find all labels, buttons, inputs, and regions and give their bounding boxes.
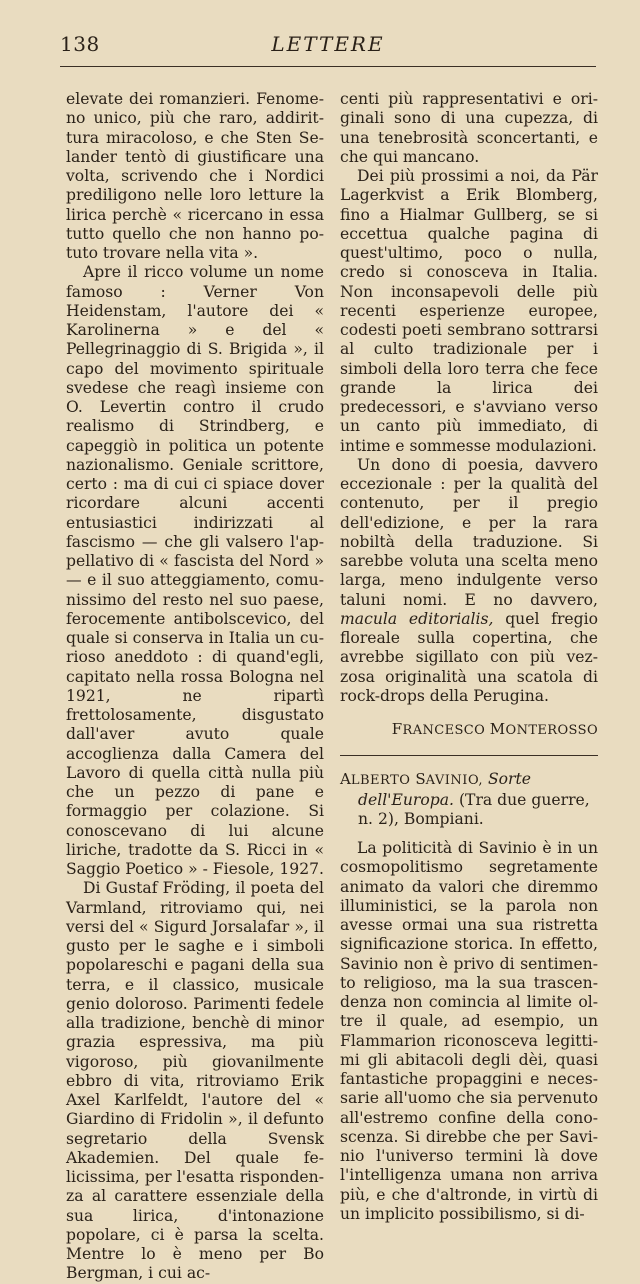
right-column <box>340 90 598 1224</box>
left-paragraph-3: Di Gustaf Fröding, il poeta del Varmland, ritroviamo qui, nei versi del « Sigurd Jorsalafar », il gusto per le saghe e i simboli popolareschi e pagani della sua terra, e il classico, musicale genio doloroso. Parimenti fedele alla tradizione, benchè di minor grazia espressiva, ma più vigoroso, più giovanilmente ebbro di vita, ritroviamo Erik Axel Karlfeldt, l'autore del « Giardino di Fridolin », il defunto segretario della Svensk Akademien. Del quale felicissima, per l'esatta rispondenza al carattere essenziale della sua lirica, d'intonazione popolare, ci è parsa la scelta. Mentre lo è meno per Bo Bergman, i cui ac- <box>66 879 324 1283</box>
author-first-rest: LBERTO <box>350 773 411 789</box>
italic-phrase: macula editorialis, <box>340 609 494 628</box>
header-rule <box>60 66 596 67</box>
paragraph-3-text-b: quel fregio floreale sulla copertina, che avrebbe sigillato con più vezzosa originalità una scatola di rock-drops della Perugina. <box>340 609 598 705</box>
author-last-rest: AVINIO, <box>425 773 483 789</box>
book-details: (Tra due guerre, n. 2), Bompiani. <box>358 790 590 828</box>
signature-initial-last: M <box>489 720 506 738</box>
review-signature <box>340 720 598 740</box>
left-paragraph-2: Apre il ricco volume un nome famoso : Verner Von Heidenstam, l'autore dei « Karolinerna » e del « Pellegrinaggio di S. Brigida », il capo del movimento spirituale svedese che reagì insieme con O. Levertin contro il crudo realismo di Strindberg, e capeggiò in politica un potente nazionalismo. Geniale scrittore, certo : ma di cui ci spiace dover ricordare alcuni accenti entusiastici indirizzati al fascismo — che gli valsero l'appellativo di « fascista del Nord » — e il suo atteggiamento, comunissimo del resto nel suo paese, ferocemente antibolscevico, del quale si conserva in Italia un curioso aneddoto : di quand'egli, capitato nella rossa Bologna nel 1921, ne ripartì frettolosamente, disgustato dall'aver avuto quale accoglienza dalla Camera del Lavoro di quella città nulla più che un pezzo di pane e formaggio per colazione. Si conoscevano di lui alcune liriche, tradotte da S. Ricci in « Saggio Poetico » - Fiesole, 1927. <box>66 263 325 878</box>
signature-first-rest: RANCESCO <box>402 723 486 738</box>
right-paragraph-3 <box>340 456 598 706</box>
left-paragraph-1: elevate dei romanzieri. Fenomeno unico, più che raro, addirittura miracoloso, e che Sten Selander tentò di giustificare una volta, scrivendo che i Nordici prediligono nelle loro letture la lirica perchè « ricercano in essa tutto quello che non hanno potuto trovare nella vita ». <box>66 90 324 262</box>
section-divider <box>340 755 598 756</box>
author-last-initial: S <box>415 770 426 789</box>
running-title: LETTERE <box>271 32 385 56</box>
review-paragraph: La politicità di Savinio è in un cosmopolitismo segretamente animato da valori che diremmo illuministici, se la parola non avesse ormai una sua ristretta significazione storica. In effetto, Savinio non è privo di sentimento religioso, ma la sua trascendenza non comincia al limite oltre il quale, ad esempio, un Flammarion riconosceva legittimi gli abitacoli degli dèi, quasi fantastiche propaggini e necessarie all'uomo che sia pervenuto all'estremo confine della conoscenza. Si direbbe che per Savinio l'universo termini là dove l'intelligenza umana non arriva più, e che d'altronde, in virtù di un implicito possibilismo, si di- <box>340 839 598 1223</box>
paragraph-3-text-a: Un dono di poesia, davvero eccezionale : per la qualità del contenuto, per il pregio dell'edizione, e per la rara nobiltà della traduzione. Si sarebbe voluta una scelta meno larga, meno indulgente verso taluni nomi. E no davvero, <box>340 455 598 609</box>
left-column <box>66 90 324 1284</box>
author-initial: A <box>340 770 351 789</box>
book-title: Sorte dell'Europa. <box>358 770 531 809</box>
signature-initial-first: F <box>391 720 403 738</box>
page-number: 138 <box>60 32 100 56</box>
signature-last-rest: ONTEROSSO <box>505 723 598 738</box>
book-heading <box>340 770 598 829</box>
page-header <box>60 30 596 60</box>
right-paragraph-2: Dei più prossimi a noi, da Pär Lagerkvist a Erik Blomberg, fino a Hialmar Gullberg, se si eccettua qualche pagina di quest'ultimo, poco o nulla, credo si conosceva in Italia. Non inconsapevoli delle più recenti esperienze europee, codesti poeti sembrano sottrarsi al culto tradizionale per i simboli della loro terra che fece grande la lirica dei predecessori, e s'avviano verso un canto più immediato, di intime e sommesse modulazioni. <box>340 167 598 455</box>
right-paragraph-1: centi più rappresentativi e originali sono di una cupezza, di una tenebrosità sconcertanti, e che qui mancano. <box>340 90 598 166</box>
